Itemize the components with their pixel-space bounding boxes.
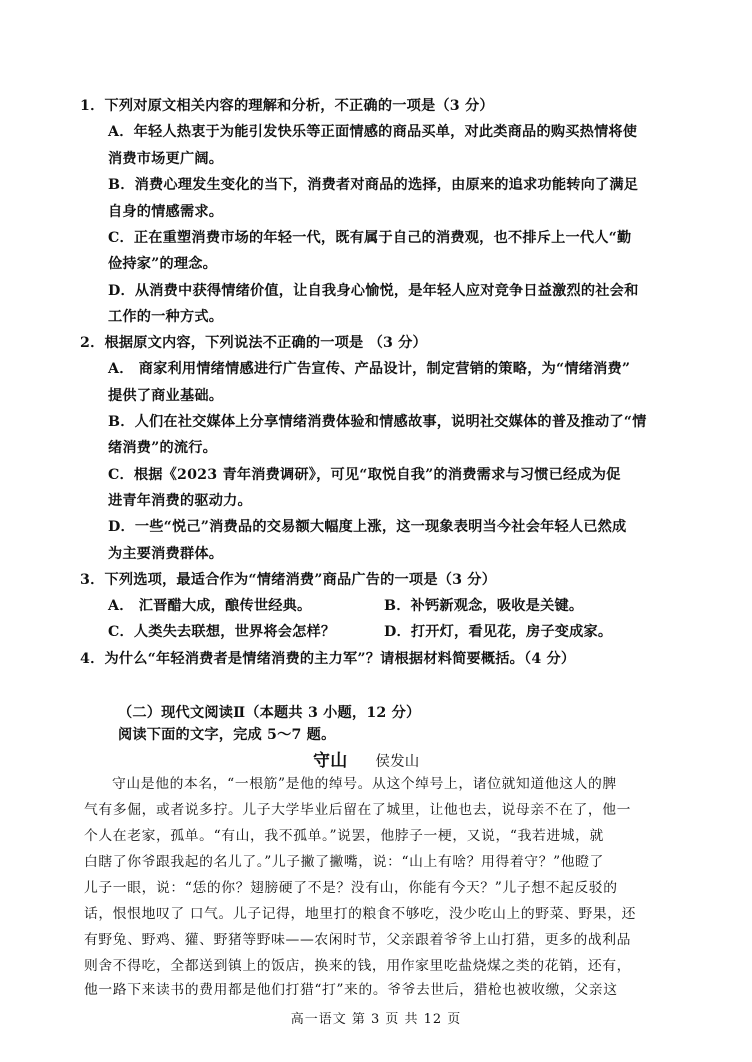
question-2-option-b-line1: B．人们在社交媒体上分享情绪消费体验和情感故事，说明社交媒体的普及推动了“情 — [108, 414, 647, 430]
question-3-stem: 3．下列选项，最适合作为“情绪消费”商品广告的一项是（3 分） — [80, 572, 497, 588]
question-1-option-b-line2: 自身的情感需求。 — [108, 204, 224, 220]
question-1-option-d-line2: 工作的一种方式。 — [108, 309, 224, 325]
question-2-option-a-line1: A． 商家利用情绪情感进行广告宣传、产品设计，制定营销的策略，为“情绪消费” — [108, 361, 631, 377]
question-1-option-b-line1: B．消费心理发生变化的当下，消费者对商品的选择，由原来的追求功能转向了满足 — [108, 177, 639, 193]
question-1-option-a-line1: A．年轻人热衷于为能引发快乐等正面情感的商品买单，对此类商品的购买热情将使 — [108, 124, 638, 140]
passage-line-3: 个人在老家，孤单。“有山，我不孤单。”说罢，他脖子一梗，又说，“我若进城，就 — [84, 828, 604, 844]
passage-line-4: 白瞎了你爷跟我起的名儿了。”儿子撇了撇嘴，说：“山上有啥？用得着守？”他瞪了 — [84, 854, 604, 870]
question-1-option-c-line1: C．正在重塑消费市场的年轻一代，既有属于自己的消费观，也不排斥上一代人“勤 — [108, 230, 632, 246]
passage-line-6: 话，恨恨地叹了 口气。儿子记得，地里打的粮食不够吃，没少吃山上的野菜、野果，还 — [84, 906, 637, 922]
question-1-option-d-line1: D．从消费中获得情绪价值，让自我身心愉悦，是年轻人应对竞争日益激烈的社会和 — [108, 283, 639, 299]
passage-line-5: 儿子一眼，说：“恁的你？翅膀硬了不是？没有山，你能有今天？”儿子想不起反驳的 — [84, 880, 618, 896]
passage-line-9: 他一路下来读书的费用都是他们打猎“打”来的。爷爷去世后，猎枪也被收缴，父亲这 — [84, 982, 618, 998]
question-3-option-b: B．补钙新观念，吸收是关键。 — [384, 598, 584, 614]
question-3-option-c: C．人类失去联想，世界将会怎样？ — [108, 624, 336, 640]
question-2-stem: 2．根据原文内容，下列说法不正确的一项是 （3 分） — [80, 335, 427, 351]
passage-line-8: 则舍不得吃，全都送到镇上的饭店，换来的钱，用作家里吃盐烧煤之类的花销，还有， — [84, 958, 632, 974]
passage-line-2: 气有多倔，或者说多拧。儿子大学毕业后留在了城里，让他也去，说母亲不在了，他一 — [84, 802, 632, 818]
passage-author: 侯发山 — [375, 754, 420, 770]
section-instruction: 阅读下面的文字，完成 5～7 题。 — [118, 727, 336, 743]
question-4-stem: 4．为什么“年轻消费者是情绪消费的主力军”？请根据材料简要概括。（4 分） — [80, 651, 576, 667]
question-3-option-a: A． 汇晋醋大成，酿传世经典。 — [108, 598, 312, 614]
question-2-option-b-line2: 绪消费”的流行。 — [108, 440, 218, 456]
passage-title-line — [313, 746, 420, 771]
passage-line-7: 有野兔、野鸡、獾、野猪等野味——农闲时节，父亲跟着爷爷上山打猎，更多的战利品 — [84, 932, 632, 948]
question-1-option-c-line2: 俭持家”的理念。 — [108, 256, 218, 272]
question-3-option-d: D．打开灯，看见花，房子变成家。 — [384, 624, 613, 640]
section-heading: （二）现代文阅读Ⅱ（本题共 3 小题，12 分） — [118, 705, 421, 721]
question-2-option-c-line2: 进青年消费的驱动力。 — [108, 493, 252, 509]
question-2-option-d-line2: 为主要消费群体。 — [108, 546, 224, 562]
question-1-stem: 1．下列对原文相关内容的理解和分析，不正确的一项是（3 分） — [80, 98, 494, 114]
question-2-option-c-line1: C．根据《2023 青年消费调研》，可见“取悦自我”的消费需求与习惯已经成为促 — [108, 467, 621, 483]
question-2-option-a-line2: 提供了商业基础。 — [108, 388, 224, 404]
question-1-option-a-line2: 消费市场更广阔。 — [108, 151, 224, 167]
passage-title: 守山 — [313, 751, 348, 771]
passage-line-1: 守山是他的本名，“一根筋”是他的绰号。从这个绰号上，诸位就知道他这人的脾 — [112, 776, 617, 792]
question-2-option-d-line1: D．一些“悦己”消费品的交易额大幅度上涨，这一现象表明当今社会年轻人已然成 — [108, 519, 627, 535]
page-footer: 高一语文 第 3 页 共 12 页 — [290, 1012, 462, 1027]
